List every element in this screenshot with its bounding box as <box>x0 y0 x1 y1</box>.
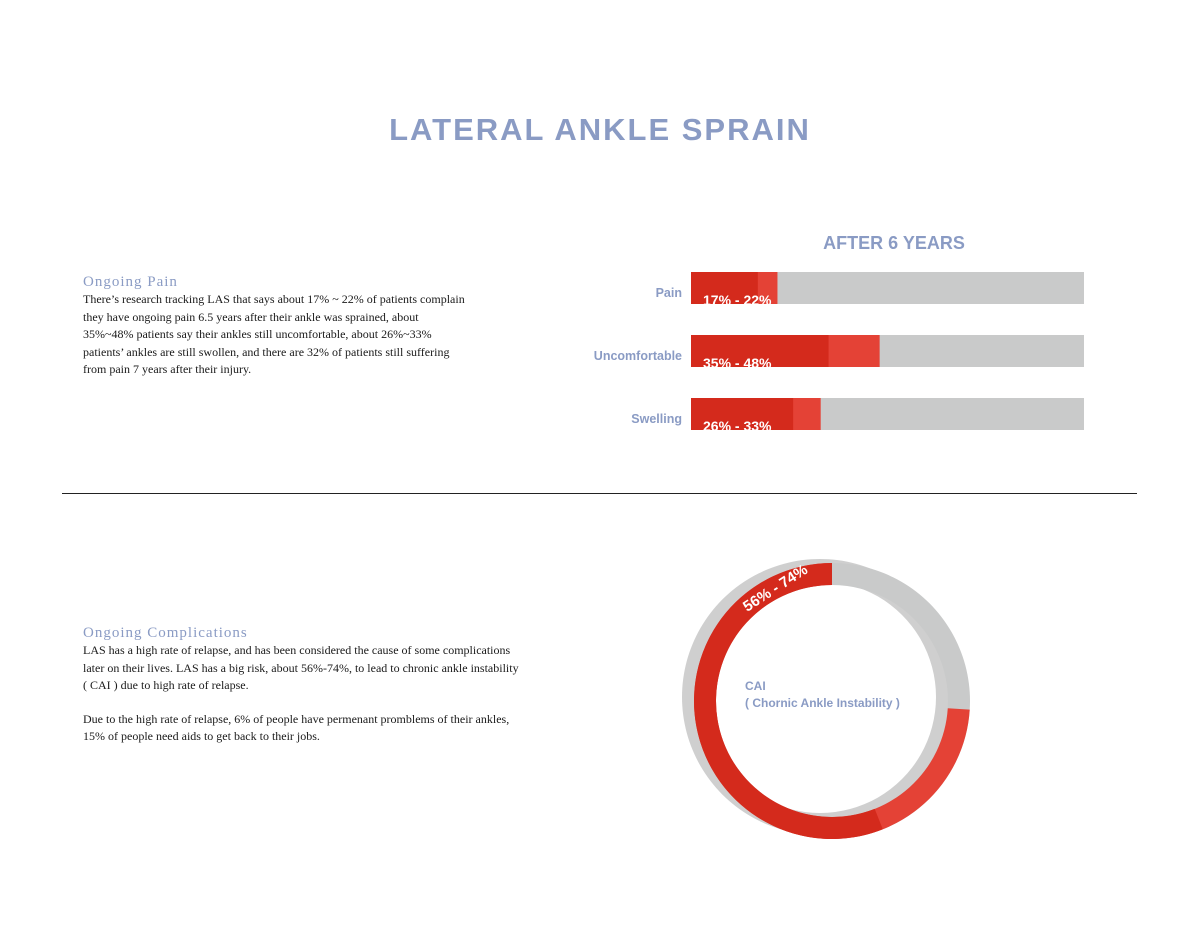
bar-value-label: 35% - 48% <box>703 355 772 371</box>
complications-line: later on their lives. LAS has a big risk, about 56%-74%, to lead to chronic ankle instability <box>83 660 519 675</box>
after-6-years-bar-chart <box>560 220 1120 450</box>
complications-line: 15% of people need aids to get back to their jobs. <box>83 729 320 743</box>
page-title: LATERAL ANKLE SPRAIN <box>389 112 811 147</box>
pain-line: from pain 7 years after their injury. <box>83 362 252 376</box>
bar-category-label: Uncomfortable <box>593 349 682 363</box>
bar-value-label: 17% - 22% <box>703 292 772 308</box>
complications-paragraph-1 <box>83 642 583 695</box>
complications-paragraph-2 <box>83 711 583 746</box>
bar-category-label: Swelling <box>631 412 682 426</box>
ongoing-pain-heading: Ongoing Pain <box>83 274 178 290</box>
pain-line: they have ongoing pain 6.5 years after their ankle was sprained, about <box>83 309 419 324</box>
pain-line: patients’ ankles are still swollen, and there are 32% of patients still suffering <box>83 344 450 359</box>
complications-line: LAS has a high rate of relapse, and has been considered the cause of some complications <box>83 643 511 657</box>
ongoing-complications-text <box>83 642 583 746</box>
pain-line: 35%~48% patients say their ankles still uncomfortable, about 26%~33% <box>83 327 432 341</box>
complications-line: ( CAI ) due to high rate of relapse. <box>83 678 249 692</box>
bar-value-label: 26% - 33% <box>703 418 772 434</box>
ongoing-pain-text <box>83 291 523 379</box>
pain-line: There’s research tracking LAS that says about 17% ~ 22% of patients complain <box>83 292 465 306</box>
section-divider <box>62 493 1137 494</box>
bar-chart-title: AFTER 6 YEARS <box>823 233 965 253</box>
donut-center-label <box>745 678 900 712</box>
donut-center-line: CAI <box>745 679 766 693</box>
ongoing-complications-heading: Ongoing Complications <box>83 625 248 641</box>
complications-line: Due to the high rate of relapse, 6% of people have permenant promblems of their ankles, <box>83 711 510 726</box>
donut-value-label: 56% - 74% <box>740 561 811 616</box>
bar-category-label: Pain <box>655 286 682 300</box>
donut-center-line: ( Chornic Ankle Instability ) <box>745 696 900 710</box>
